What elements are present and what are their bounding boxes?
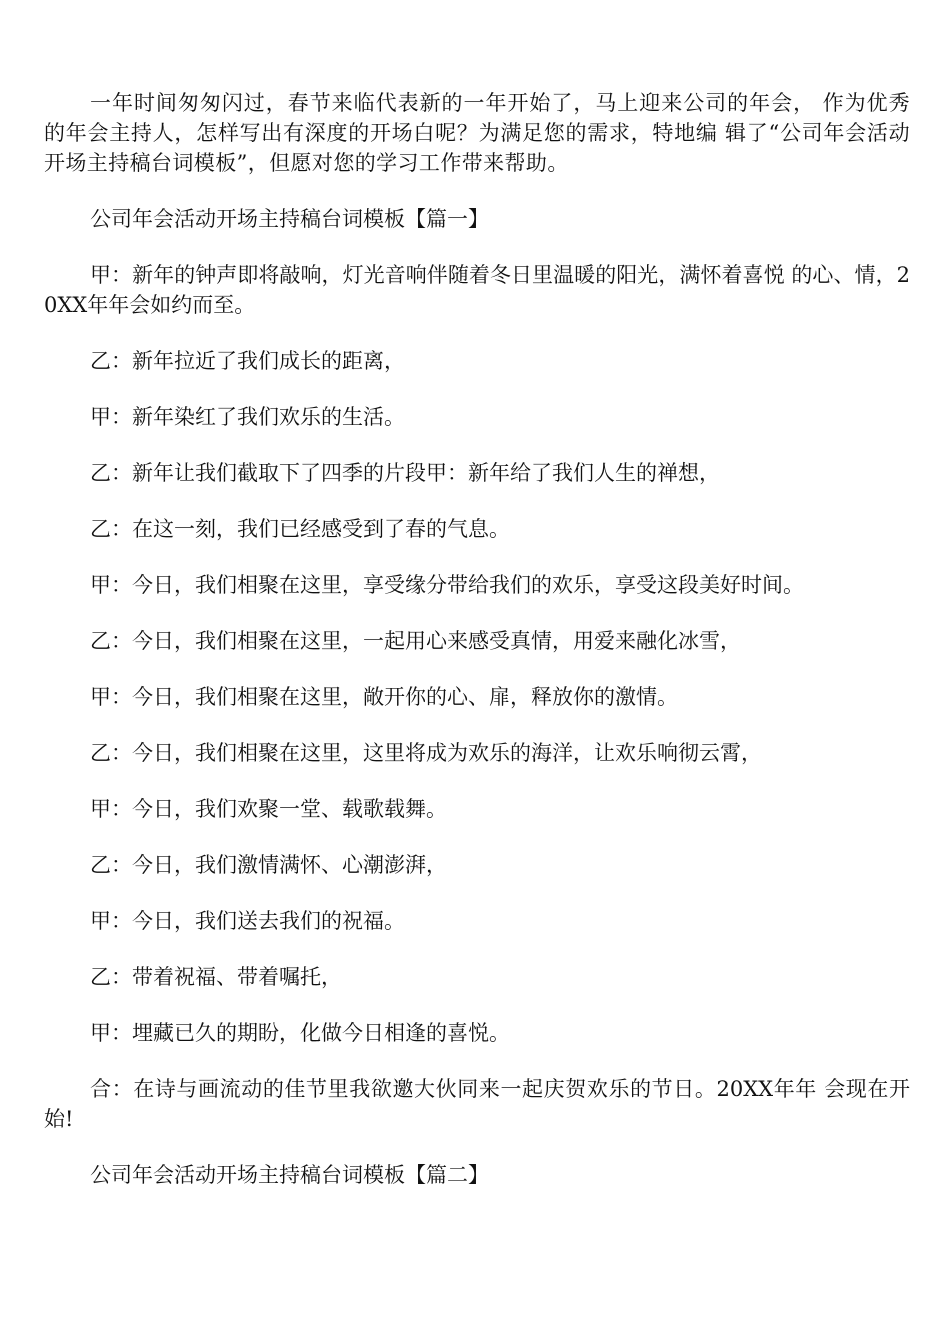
dialogue-line: 甲：今日，我们相聚在这里，敞开你的心、扉，释放你的激情。 (90, 685, 678, 709)
dialogue-line: 乙：带着祝福、带着嘱托， (90, 965, 342, 989)
section-title-2: 公司年会活动开场主持稿台词模板【篇二】 (90, 1163, 489, 1187)
dialogue-line: 甲：今日，我们送去我们的祝福。 (90, 909, 405, 933)
intro-paragraph: 一年时间匆匆闪过，春节来临代表新的一年开始了，马上迎来公司的年会， 作为优秀的年会主持人，怎样写出有深度的开场白呢？为满足您的需求，特地编 辑了“公司年会活动开场主持稿台词模板”，但愿对您的学习工作带来帮助。 (44, 91, 910, 175)
dialogue-line: 乙：新年让我们截取下了四季的片段甲：新年给了我们人生的禅想， (90, 461, 720, 485)
dialogue-line: 乙：新年拉近了我们成长的距离， (90, 349, 405, 373)
dialogue-line: 甲：今日，我们欢聚一堂、载歌载舞。 (90, 797, 447, 821)
dialogue-line: 甲：新年的钟声即将敲响，灯光音响伴随着冬日里温暖的阳光，满怀着喜悦 的心、情，20XX年年会如约而至。 (44, 263, 910, 317)
dialogue-line: 甲：今日，我们相聚在这里，享受缘分带给我们的欢乐，享受这段美好时间。 (90, 573, 804, 597)
dialogue-line: 合：在诗与画流动的佳节里我欲邀大伙同来一起庆贺欢乐的节日。20XX年年 会现在开始! (44, 1077, 910, 1131)
dialogue-line: 乙：今日，我们相聚在这里，一起用心来感受真情，用爱来融化冰雪， (90, 629, 741, 653)
document-page (44, 88, 910, 1216)
dialogue-line: 乙：今日，我们相聚在这里，这里将成为欢乐的海洋，让欢乐响彻云霄， (90, 741, 762, 765)
dialogue-line: 甲：埋藏已久的期盼，化做今日相逢的喜悦。 (90, 1021, 510, 1045)
section-title-1: 公司年会活动开场主持稿台词模板【篇一】 (90, 207, 489, 231)
dialogue-line: 甲：新年染红了我们欢乐的生活。 (90, 405, 405, 429)
dialogue-line: 乙：在这一刻，我们已经感受到了春的气息。 (90, 517, 510, 541)
dialogue-line: 乙：今日，我们激情满怀、心潮澎湃， (90, 853, 447, 877)
